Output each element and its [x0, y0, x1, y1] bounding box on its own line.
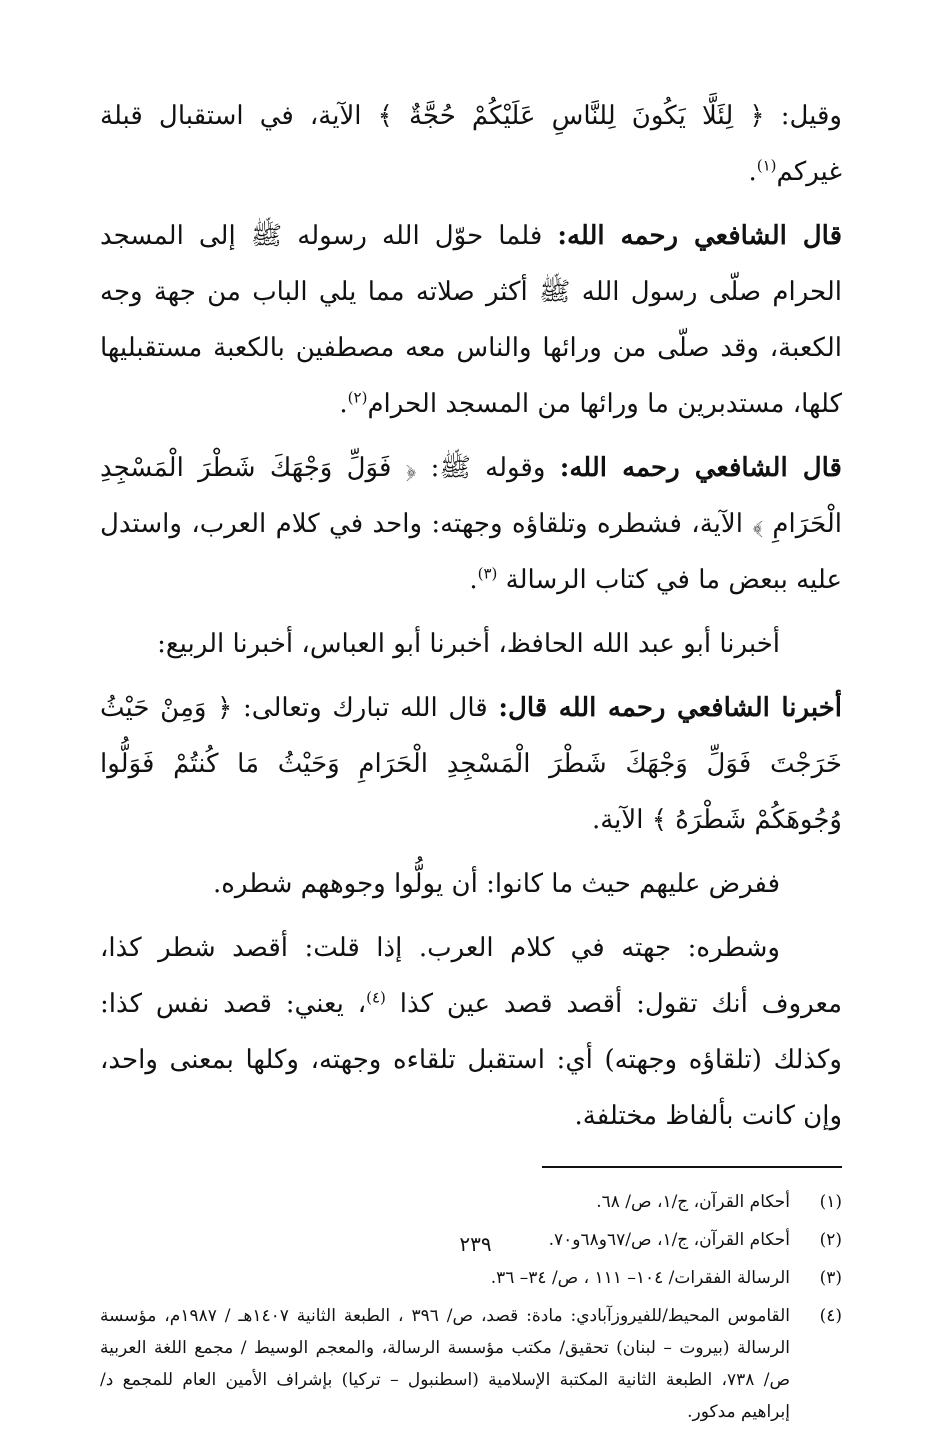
footnote-item: [100, 1262, 842, 1294]
footnote-item: [100, 1186, 842, 1218]
footnote-reference: (٤): [366, 988, 386, 1007]
paragraph: [100, 920, 842, 1144]
speaker-heading: قال الشافعي رحمه الله:: [557, 221, 842, 251]
paragraph-text: فلما حوّل الله رسوله ﷺ إلى المسجد الحرام صلّى رسول الله ﷺ أكثر صلاته مما يلي الباب من جهة وجه الكعبة، وقد صلّى من ورائها والناس معه مصطفين بالكعبة مستقبليها كلها، مستدبرين ما ورائها من المسجد الحرام: [100, 221, 842, 419]
footnote-separator: [542, 1166, 842, 1168]
footnote-reference: (١): [756, 156, 777, 175]
footnote-number: (١): [819, 1192, 842, 1212]
footnote-text: أحكام القرآن، ج/١، ص/ ٦٨.: [596, 1192, 790, 1212]
footnotes: [100, 1186, 842, 1428]
paragraph-text: قال الله تبارك وتعالى: ﴿ وَمِنْ حَيْثُ خَرَجْتَ فَوَلِّ وَجْهَكَ شَطْرَ الْمَسْجِدِ الْحَرَامِ وَحَيْثُ مَا كُنتُمْ فَوَلُّوا وُجُوهَكُمْ شَطْرَهُ ﴾ الآية.: [100, 693, 842, 835]
paragraph: [100, 616, 842, 672]
paragraph: [100, 88, 842, 200]
footnote-number: (٢): [819, 1230, 842, 1250]
footnote-text: القاموس المحيط/للفيروزآبادي: مادة: قصد، ص/ ٣٩٦ ، الطبعة الثانية ١٤٠٧هـ / ١٩٨٧م، مؤسسة الرسالة (بيروت – لبنان) تحقيق/ مكتب مؤسسة الرسالة، والمعجم الوسيط / مجمع اللغة العربية ص/ ٧٣٨، الطبعة الثانية المكتبة الإسلامية (اسطنبول – تركيا) بإشراف الأمين العام للمجمع د/ إبراهيم مدكور.: [100, 1306, 791, 1422]
page-number: ٢٣٩: [459, 1232, 492, 1256]
paragraph-text: .: [339, 389, 348, 419]
paragraph-text: وشطره: جهته في كلام العرب. إذا قلت: أقصد شطر كذا، معروف أنك تقول: أقصد قصد عين كذا: [100, 933, 842, 1019]
main-text: [100, 88, 842, 1144]
paragraph-text: .: [748, 157, 757, 187]
paragraph-text: ففرض عليهم حيث ما كانوا: أن يولُّوا وجوههم شطره.: [213, 869, 780, 899]
paragraph-text: وقوله ﷺ: ﴿ فَوَلِّ وَجْهَكَ شَطْرَ الْمَسْجِدِ الْحَرَامِ ﴾ الآية، فشطره وتلقاؤه وجهته: واحد في كلام العرب، واستدل عليه ببعض ما في كتاب الرسالة: [100, 453, 842, 595]
paragraph: [100, 440, 842, 608]
footnote-reference: (٣): [477, 564, 498, 583]
paragraph-text: وقيل: ﴿ لِئَلَّا يَكُونَ لِلنَّاسِ عَلَيْكُمْ حُجَّةٌ ﴾ الآية، في استقبال قبلة غيركم: [100, 101, 842, 187]
footnote-text: الرسالة الفقرات/ ١٠٤– ١١١ ، ص/ ٣٤– ٣٦.: [490, 1268, 790, 1288]
footnote-reference: (٢): [347, 388, 368, 407]
paragraph-text: أخبرنا أبو عبد الله الحافظ، أخبرنا أبو العباس، أخبرنا الربيع:: [157, 629, 780, 659]
paragraph: [100, 680, 842, 848]
paragraph: [100, 208, 842, 432]
footnote-item: [100, 1300, 842, 1428]
paragraph-text: ، يعني: قصد نفس كذا: وكذلك (تلقاؤه وجهته) أي: استقبل تلقاءه وجهته، وكلها بمعنى واحد، وإن كانت بألفاظ مختلفة.: [100, 989, 842, 1131]
footnote-text: أحكام القرآن، ج/١، ص/٦٧و٦٨و٧٠.: [548, 1230, 790, 1250]
footnote-number: (٤): [819, 1306, 842, 1326]
paragraph-text: .: [469, 565, 478, 595]
footnote-number: (٣): [819, 1268, 842, 1288]
paragraph: [100, 856, 842, 912]
speaker-heading: قال الشافعي رحمه الله:: [559, 453, 842, 483]
speaker-heading: أخبرنا الشافعي رحمه الله قال:: [498, 693, 842, 723]
